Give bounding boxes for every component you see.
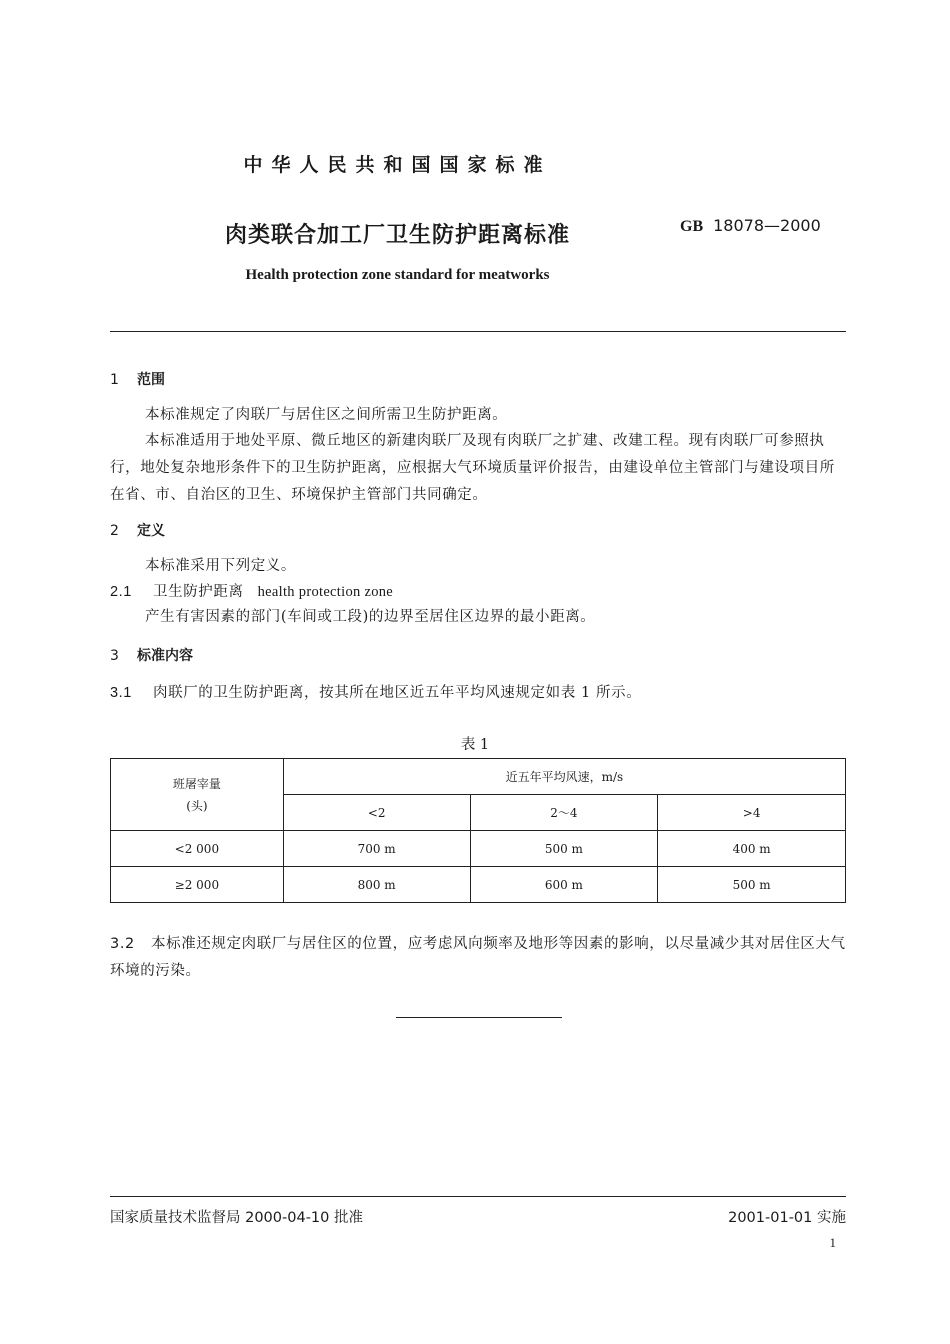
section-1-paragraph-1: 本标准规定了肉联厂与居住区之间所需卫生防护距离。 (145, 407, 508, 423)
column-header: <2 (283, 795, 470, 831)
national-standard-heading: 中华人民共和国国家标准 (243, 154, 552, 176)
approval-line: 国家质量技术监督局 2000-04-10 批准 (110, 1210, 363, 1226)
standard-number (680, 216, 821, 236)
section-title: 范围 (137, 372, 165, 388)
row-header-line-2: (头) (186, 798, 208, 813)
header-divider (110, 331, 846, 332)
section-title: 定义 (137, 523, 165, 539)
term-cn: 卫生防护距离 (153, 584, 244, 600)
section-number: 3 (110, 648, 119, 664)
section-2-paragraph: 本标准采用下列定义。 (145, 558, 296, 574)
column-group-header: 近五年平均风速，m/s (283, 759, 845, 795)
column-header: 2～4 (470, 795, 658, 831)
table-cell: 800 m (283, 867, 470, 903)
term-en: health protection zone (257, 584, 394, 600)
subsection-number: 2.1 (110, 584, 132, 600)
section-1-heading (110, 369, 165, 389)
section-1-paragraph-2: 本标准适用于地处平原、微丘地区的新建肉联厂及现有肉联厂之扩建、改建工程。现有肉联厂可参照执行，地处复杂地形条件下的卫生防护距离，应根据大气环境质量评价报告，由建设单位主管部门与建设项目所在省、市、自治区的卫生、环境保护主管部门共同确定。 (110, 433, 835, 503)
subsection-number: 3.2 (110, 936, 135, 952)
subsection-number: 3.1 (110, 685, 132, 701)
table-cell: 500 m (658, 867, 846, 903)
row-label: <2 000 (111, 831, 284, 867)
table-cell: 600 m (470, 867, 658, 903)
table-cell: 500 m (470, 831, 658, 867)
end-divider (396, 1017, 562, 1018)
gb-number: 18078—2000 (713, 216, 821, 235)
section-number: 1 (110, 372, 119, 388)
document-title-en: Health protection zone standard for meatworks (245, 267, 550, 283)
table-caption: 表 1 (460, 737, 490, 753)
footer-divider (110, 1196, 846, 1197)
table-header-row (111, 759, 846, 795)
subsection-2-1-definition: 产生有害因素的部门(车间或工段)的边界至居住区边界的最小距离。 (145, 609, 596, 625)
row-label: ≥2 000 (111, 867, 284, 903)
subsection-text: 肉联厂的卫生防护距离，按其所在地区近五年平均风速规定如表 1 所示。 (153, 685, 642, 701)
table-row (111, 867, 846, 903)
document-title-cn: 肉类联合加工厂卫生防护距离标准 (224, 223, 570, 248)
gb-prefix: GB (680, 218, 704, 235)
section-number: 2 (110, 523, 119, 539)
subsection-3-2 (110, 931, 846, 985)
effective-date: 2001-01-01 实施 (728, 1210, 846, 1226)
table-row (111, 831, 846, 867)
subsection-2-1-heading (110, 580, 393, 601)
table-cell: 400 m (658, 831, 846, 867)
section-title: 标准内容 (137, 648, 193, 664)
subsection-3-1 (110, 681, 641, 702)
column-header: >4 (658, 795, 846, 831)
table-cell: 700 m (283, 831, 470, 867)
section-2-heading (110, 520, 165, 540)
row-header-line-1: 班屠宰量 (172, 776, 221, 791)
page-number: 1 (829, 1235, 836, 1250)
distance-table (110, 758, 846, 903)
subsection-text: 本标准还规定肉联厂与居住区的位置，应考虑风向频率及地形等因素的影响，以尽量减少其对居住区大气环境的污染。 (110, 936, 846, 979)
section-3-heading (110, 645, 193, 665)
row-header-cell (111, 759, 284, 831)
